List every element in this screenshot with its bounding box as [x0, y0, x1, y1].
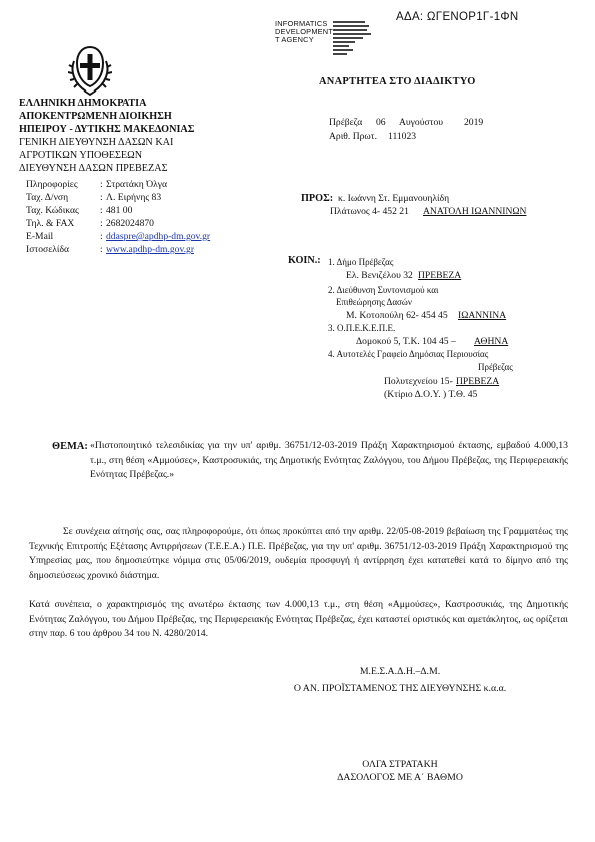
- info-separator: :: [100, 244, 103, 255]
- info-label: Πληροφορίες: [26, 179, 78, 190]
- koin-item-1-line: 1. Δήμο Πρέβεζας: [328, 257, 394, 267]
- koin-item-2-line: 2. Διεύθυνση Συντονισμού και: [328, 285, 439, 295]
- protocol-label: Αριθ. Πρωτ.: [329, 131, 377, 142]
- info-value: Λ. Ειρήνης 83: [106, 192, 162, 203]
- signature-mesa: Μ.Ε.Σ.Α.Δ.Η.–Δ.Μ.: [359, 666, 441, 677]
- subject-label: ΘΕΜΑ:: [52, 441, 88, 452]
- online-publication-title: ΑΝΑΡΤΗΤΕΑ ΣΤΟ ΔΙΑΔΙΚΤΥΟ: [319, 76, 476, 87]
- info-value: Στρατάκη Όλγα: [106, 179, 168, 190]
- koin-item-4-line: 4. Αυτοτελές Γραφείο Δημόσιας Περιουσίας: [328, 349, 489, 359]
- koin-item-4-line: Πρέβεζας: [478, 362, 513, 372]
- logo-text-line-3: T AGENCY: [275, 35, 314, 44]
- koin-label: ΚΟΙΝ.:: [288, 255, 321, 266]
- info-value: 481 00: [106, 205, 133, 216]
- sender-line: ΕΛΛΗΝΙΚΗ ΔΗΜΟΚΡΑΤΙΑ: [19, 98, 147, 109]
- signature-role: Ο ΑΝ. ΠΡΟΪΣΤΑΜΕΝΟΣ ΤΗΣ ΔΙΕΥΘΥΝΣΗΣ κ.α.α.: [293, 683, 507, 694]
- date-label: Πρέβεζα: [329, 117, 363, 128]
- date-day: 06: [376, 117, 386, 128]
- date-year: 2019: [464, 117, 484, 128]
- sender-line: ΑΠΟΚΕΝΤΡΩΜΕΝΗ ΔΙΟΙΚΗΣΗ: [19, 111, 172, 122]
- koin-item-2-address: Μ. Κοτοπούλη 62- 454 45: [346, 310, 448, 321]
- logo-stroke: [333, 37, 363, 39]
- info-separator: :: [100, 205, 103, 216]
- recipient-name: κ. Ιωάννη Στ. Εμμανουηλίδη: [338, 193, 450, 204]
- logo-stroke: [333, 41, 355, 43]
- logo-stroke: [333, 49, 353, 51]
- sender-line: ΑΓΡΟΤΙΚΩΝ ΥΠΟΘΕΣΕΩΝ: [19, 150, 143, 161]
- signature-title: ΔΑΣΟΛΟΓΟΣ ΜΕ Α΄ ΒΑΘΜΟ: [337, 772, 463, 783]
- logo-stroke: [333, 25, 369, 27]
- koin-item-1-city: ΠΡΕΒΕΖΑ: [418, 270, 462, 281]
- ada-code: ΑΔΑ: ΩΓΕΝΟΡ1Γ-1ΦΝ: [396, 11, 519, 23]
- info-label: E-Mail: [26, 231, 54, 242]
- sender-line: ΓΕΝΙΚΗ ΔΙΕΥΘΥΝΣΗ ΔΑΣΩΝ ΚΑΙ: [19, 137, 174, 148]
- koin-item-4-city: ΠΡΕΒΕΖΑ: [456, 376, 500, 387]
- logo-stroke: [333, 53, 347, 55]
- recipient-city: ΑΝΑΤΟΛΗ ΙΩΑΝΝΙΝΩΝ: [423, 206, 527, 217]
- recipient-label: ΠΡΟΣ:: [301, 193, 334, 204]
- logo-stroke: [333, 33, 371, 35]
- protocol-number: 111023: [388, 131, 417, 142]
- sender-line: ΗΠΕΙΡΟΥ - ΔΥΤΙΚΗΣ ΜΑΚΕΔΟΝΙΑΣ: [19, 124, 195, 135]
- koin-item-3-address: Δομοκού 5, Τ.Κ. 104 45 –: [356, 336, 456, 347]
- logo-text-line-2: DEVELOPMENT: [275, 27, 334, 36]
- info-label: Τηλ. & FAX: [26, 218, 75, 229]
- information-society-development-agency-logo: [275, 20, 403, 58]
- koin-item-4-address: Πολυτεχνείου 15-: [384, 376, 453, 387]
- koin-item-2-city: ΙΩΑΝΝΙΝΑ: [458, 310, 507, 321]
- info-label: Ταχ. Κώδικας: [26, 205, 79, 216]
- logo-stroke: [333, 29, 367, 31]
- website-link[interactable]: www.apdhp-dm.gov.gr: [106, 244, 195, 255]
- recipient-address: Πλάτωνος 4- 452 21: [330, 206, 409, 217]
- logo-stroke: [333, 21, 365, 23]
- info-separator: :: [100, 231, 103, 242]
- koin-item-3-city: ΑΘΗΝΑ: [474, 336, 509, 347]
- info-label: Ταχ. Δ/νση: [26, 192, 69, 203]
- koin-item-2-line: Επιθεώρησης Δασών: [336, 297, 412, 307]
- info-label: Ιστοσελίδα: [26, 244, 69, 255]
- koin-item-3-line: 3. Ο.Π.Ε.Κ.Ε.Π.Ε.: [328, 323, 396, 333]
- koin-item-1-address: Ελ. Βενιζέλου 32: [346, 270, 413, 281]
- koin-item-4-extra: (Κτίριο Δ.Ο.Υ. ) Τ.Θ. 45: [384, 389, 478, 400]
- hellenic-republic-emblem-icon: [68, 45, 112, 97]
- subject-text: «Πιστοποιητικό τελεσιδικίας για την υπ' αριθμ. 36751/12-03-2019 Πράξη Χαρακτηρισμού έκτασης, εμβαδού 4.000,13 τ.μ., στη θέση «Αμμούσες», Καστροσυκιάς, της Δημοτικής Ενότητας Ζαλόγγου, του Δήμου Πρέβεζας, της Περιφερειακής Ενότητας Πρέβεζας.»: [90, 440, 568, 481]
- sender-line: ΔΙΕΥΘΥΝΣΗ ΔΑΣΩΝ ΠΡΕΒΕΖΑΣ: [19, 163, 168, 174]
- info-separator: :: [100, 218, 103, 229]
- info-separator: :: [100, 179, 103, 190]
- signature-name: ΟΛΓΑ ΣΤΡΑΤΑΚΗ: [362, 759, 438, 770]
- body-paragraph-2: Κατά συνέπεια, ο χαρακτηρισμός της ανωτέρω έκτασης των 4.000,13 τ.μ., στη θέση «Αμμούσες», Καστροσυκιάς, της Δημοτικής Ενότητας Ζαλόγγου, του Δήμου Πρέβεζας, της Περιφερειακής Ενότητας Πρέβεζας, έχει καταστεί οριστικός και αμετάκλητος, ως ορίζεται στην παρ. 6 του άρθρου 34 του Ν. 4280/2014.: [29, 599, 568, 640]
- logo-stroke: [333, 45, 349, 47]
- body-paragraph-1: Σε συνέχεια αίτησής σας, σας πληροφορούμε, ότι όπως προκύπτει από την αριθμ. 22/05-08-2019 βεβαίωση της Γραμματέως της Τεχνικής Επιτροπής Εξέτασης Αντιρρήσεων (Τ.Ε.Ε.Α.) Π.Ε. Πρέβεζας, για την υπ' αριθμ. 36751/12-03-2019 Πράξη Χαρακτηρισμού της Υπηρεσίας μας, που δημοσιεύτηκε νόμιμα στις 05/06/2019, ουδεμία προσφυγή ή αντίρρηση έχει κατατεθεί κατά το δίμηνο από της δημοσιεύσεως χρονικό διάστημα.: [29, 526, 568, 582]
- email-link[interactable]: ddaspre@apdhp-dm.gov.gr: [106, 231, 211, 242]
- info-value: 2682024870: [106, 218, 154, 229]
- date-month: Αυγούστου: [399, 117, 444, 128]
- info-separator: :: [100, 192, 103, 203]
- logo-text-line-1: INFORMATICS: [275, 19, 328, 28]
